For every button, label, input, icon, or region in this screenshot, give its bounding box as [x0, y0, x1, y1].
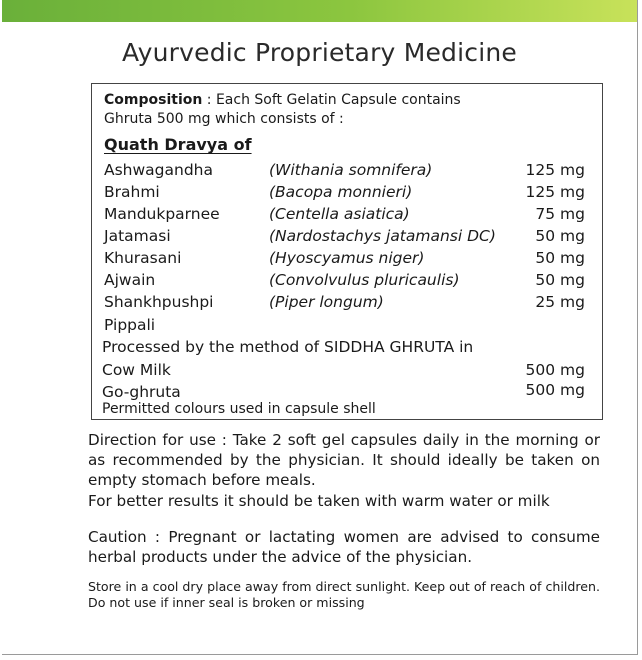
ingredient-name: Khurasani: [104, 249, 182, 267]
composition-line-1: [104, 92, 461, 108]
ingredient-qty: 125 mg: [525, 183, 585, 201]
ingredient-name: Brahmi: [104, 183, 160, 201]
ingredient-qty: 50 mg: [535, 249, 585, 267]
ingredient-qty: 50 mg: [535, 227, 585, 245]
ingredient-name: Shankhpushpi: [104, 293, 214, 311]
base-qty: 500 mg: [525, 361, 585, 379]
ingredient-latin: (Bacopa monnieri): [269, 183, 413, 201]
ingredient-name: Mandukparnee: [104, 205, 220, 223]
ingredient-qty: 75 mg: [535, 205, 585, 223]
ingredient-name: Ajwain: [104, 271, 156, 289]
directions-tip: For better results it should be taken with warm water or milk: [88, 492, 550, 510]
directions-text: Direction for use : Take 2 soft gel capsules daily in the morning or as recommended by the physician. It should ideally be taken on empty stomach before meals.: [88, 431, 600, 489]
page-title: Ayurvedic Proprietary Medicine: [122, 38, 517, 67]
top-green-bar: [2, 0, 637, 22]
quath-dravya-heading: Quath Dravya of: [104, 135, 252, 154]
ingredient-latin: (Convolvulus pluricaulis): [269, 271, 460, 289]
ingredient-qty: 25 mg: [535, 293, 585, 311]
storage-text: Store in a cool dry place away from direct sunlight. Keep out of reach of children. Do not use if inner seal is broken or missing: [88, 579, 600, 610]
composition-intro: : Each Soft Gelatin Capsule contains: [202, 92, 461, 108]
base-name: Go-ghruta: [102, 383, 181, 401]
ingredient-name: Pippali: [104, 316, 156, 334]
processed-text: Processed by the method of SIDDHA GHRUTA in: [102, 338, 474, 356]
ingredient-latin: (Nardostachys jatamansi DC): [269, 227, 496, 245]
base-name: Cow Milk: [102, 361, 171, 379]
base-qty: 500 mg: [525, 381, 585, 399]
ingredient-latin: (Hyoscyamus niger): [269, 249, 425, 267]
product-label: [2, 0, 638, 655]
composition-box: [91, 83, 603, 420]
ingredient-name: Ashwagandha: [104, 161, 213, 179]
composition-label: Composition: [104, 92, 203, 108]
ingredient-name: Jatamasi: [104, 227, 171, 245]
ingredient-qty: 125 mg: [525, 161, 585, 179]
ingredient-latin: (Piper longum): [269, 293, 384, 311]
ingredient-latin: (Centella asiatica): [269, 205, 410, 223]
ingredient-latin: (Withania somnifera): [269, 161, 433, 179]
composition-line-2: Ghruta 500 mg which consists of :: [104, 111, 344, 127]
colours-note: Permitted colours used in capsule shell: [102, 401, 376, 417]
ingredient-qty: 50 mg: [535, 271, 585, 289]
caution-text: Caution : Pregnant or lactating women are advised to consume herbal products under the advice of the physician.: [88, 528, 600, 566]
